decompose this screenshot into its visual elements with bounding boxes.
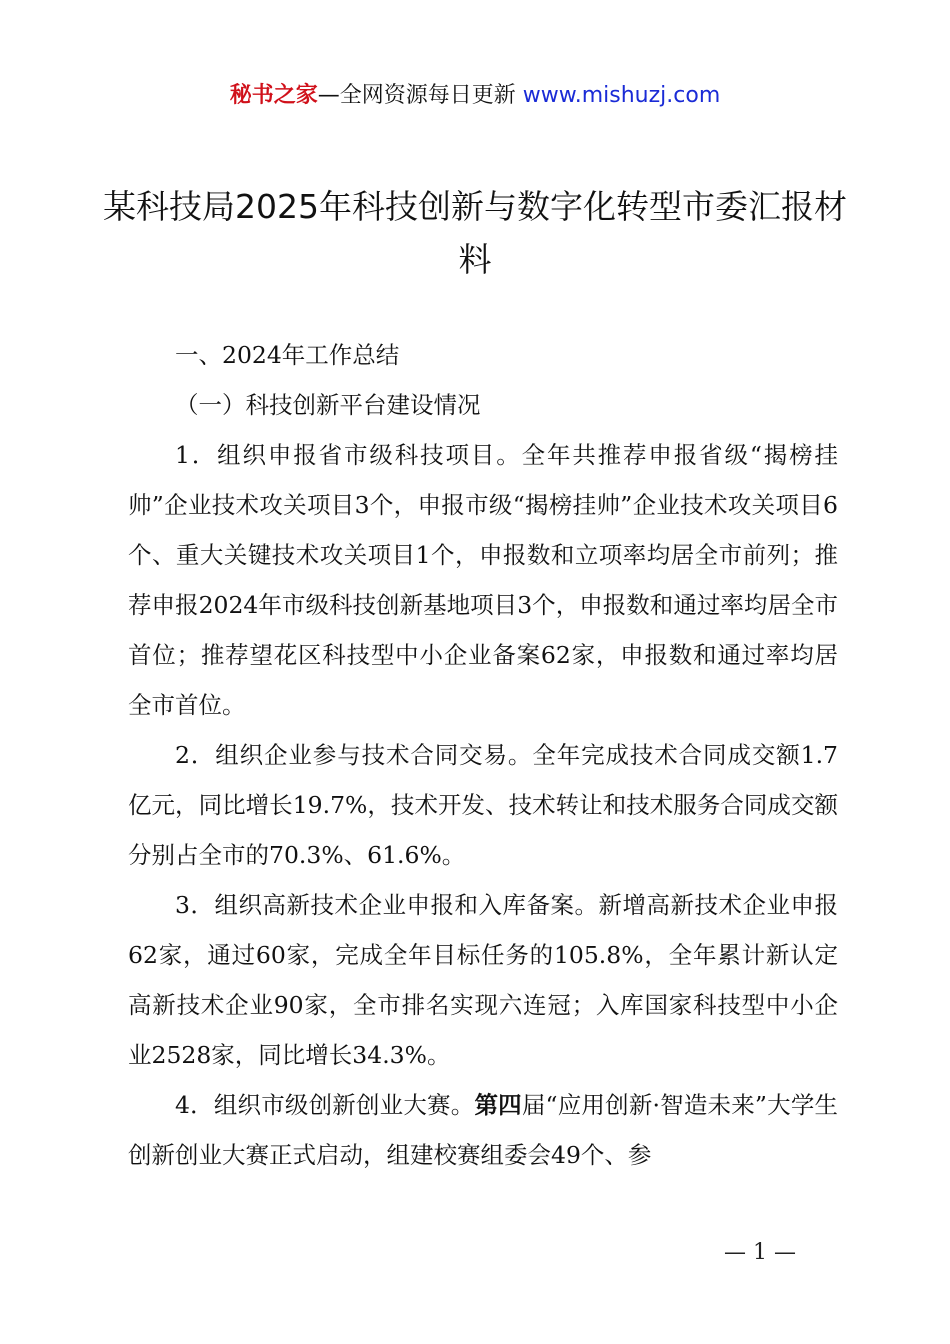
page-number: — 1 — xyxy=(724,1240,796,1265)
document-title: 某科技局2025年科技创新与数字化转型市委汇报材料 xyxy=(103,187,847,279)
document-body xyxy=(128,330,838,1180)
header-slogan: —全网资源每日更新 xyxy=(317,83,523,108)
paragraph-4 xyxy=(128,1080,838,1180)
site-header-banner xyxy=(0,80,950,112)
paragraph-3: 3．组织高新技术企业申报和入库备案。新增高新技术企业申报62家，通过60家，完成全年目标任务的105.8%，全年累计新认定高新技术企业90家，全市排名实现六连冠；入库国家科技型中小企业2528家，同比增长34.3%。 xyxy=(128,891,838,1069)
paragraph-2: 2．组织企业参与技术合同交易。全年完成技术合同成交额1.7亿元，同比增长19.7%，技术开发、技术转让和技术服务合同成交额分别占全市的70.3%、61.6%。 xyxy=(128,741,838,869)
paragraph-4-lead: 4．组织市级创新创业大赛。 xyxy=(175,1091,475,1119)
site-url-link[interactable]: www.mishuzj.com xyxy=(522,83,721,108)
paragraph-1: 1．组织申报省市级科技项目。全年共推荐申报省级“揭榜挂帅”企业技术攻关项目3个，申报市级“揭榜挂帅”企业技术攻关项目6个、重大关键技术攻关项目1个，申报数和立项率均居全市前列；推荐申报2024年市级科技创新基地项目3个，申报数和通过率均居全市首位；推荐望花区科技型中小企业备案62家，申报数和通过率均居全市首位。 xyxy=(128,441,838,719)
brand-name: 秘书之家 xyxy=(229,83,318,108)
section-heading-1: 一、2024年工作总结 xyxy=(175,341,400,369)
paragraph-4-bold: 第四 xyxy=(474,1091,522,1119)
paragraph-4-rest: 届“应用创新·智造未来”大学生创新创业大赛正式启动，组建校赛组委会49个、参 xyxy=(128,1091,839,1169)
section-heading-2: （一）科技创新平台建设情况 xyxy=(175,391,481,419)
